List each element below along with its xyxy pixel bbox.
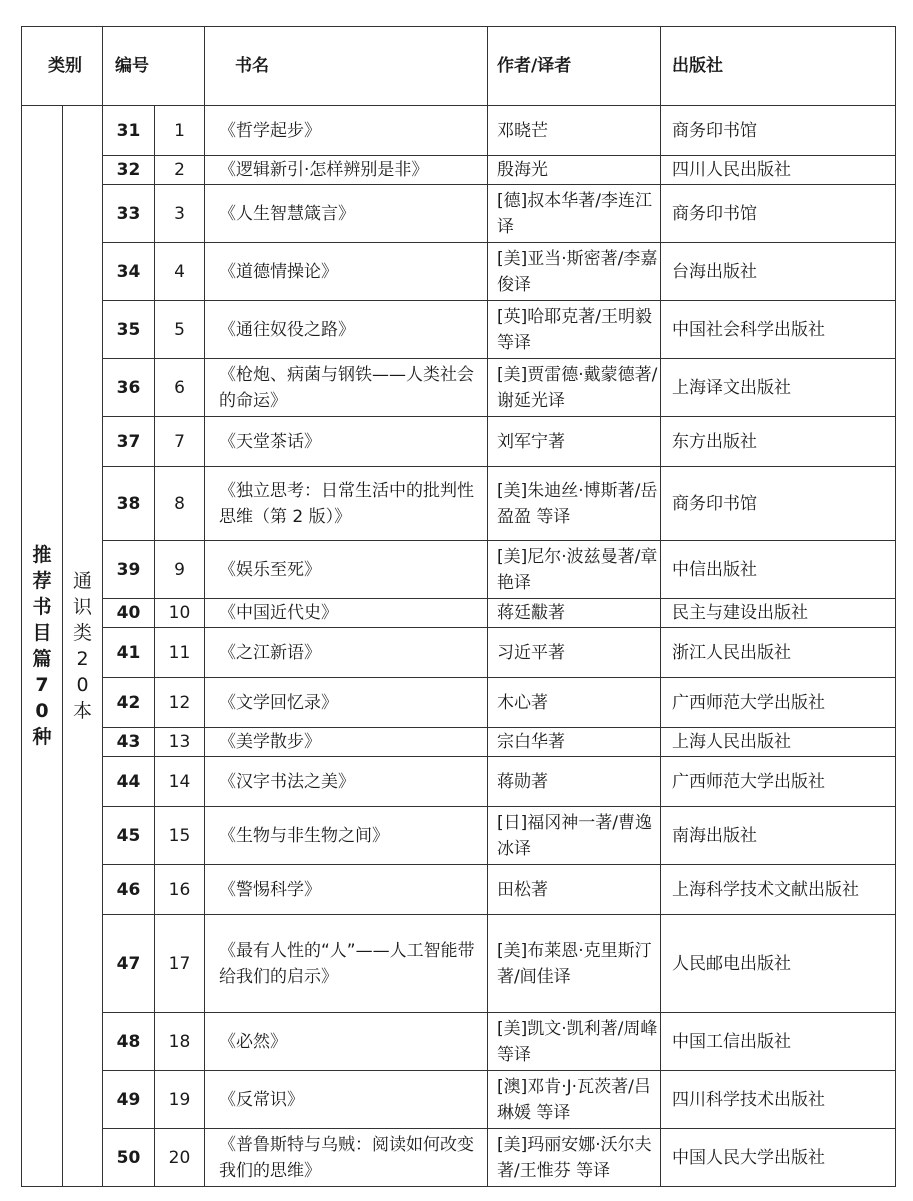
book-number: 36 xyxy=(103,359,155,417)
book-sub-number: 13 xyxy=(155,728,205,757)
book-author: 邓晓芒 xyxy=(488,106,661,156)
book-author: 蒋勋著 xyxy=(488,757,661,807)
header-number: 编号 xyxy=(103,27,205,106)
book-sub-number: 4 xyxy=(155,243,205,301)
book-sub-number: 14 xyxy=(155,757,205,807)
book-publisher: 浙江人民出版社 xyxy=(661,628,896,678)
header-row xyxy=(22,27,896,106)
book-author: [美]凯文·凯利著/周峰 等译 xyxy=(488,1013,661,1071)
book-number: 40 xyxy=(103,599,155,628)
table-row xyxy=(22,599,896,628)
book-sub-number: 7 xyxy=(155,417,205,467)
category-sub: 通识类20本 xyxy=(72,569,92,722)
book-number: 39 xyxy=(103,541,155,599)
book-number: 50 xyxy=(103,1129,155,1187)
table-row xyxy=(22,417,896,467)
book-title: 《通往奴役之路》 xyxy=(205,301,488,359)
book-sub-number: 3 xyxy=(155,185,205,243)
table-row xyxy=(22,807,896,865)
book-title: 《文学回忆录》 xyxy=(205,678,488,728)
table-row xyxy=(22,301,896,359)
book-sub-number: 2 xyxy=(155,156,205,185)
book-sub-number: 8 xyxy=(155,467,205,541)
book-author: [美]玛丽安娜·沃尔夫著/王惟芬 等译 xyxy=(488,1129,661,1187)
book-title: 《警惕科学》 xyxy=(205,865,488,915)
book-number: 31 xyxy=(103,106,155,156)
table-row xyxy=(22,1071,896,1129)
book-title: 《之江新语》 xyxy=(205,628,488,678)
book-sub-number: 1 xyxy=(155,106,205,156)
book-author: 宗白华著 xyxy=(488,728,661,757)
book-publisher: 民主与建设出版社 xyxy=(661,599,896,628)
book-author: 蒋廷黻著 xyxy=(488,599,661,628)
table-row xyxy=(22,1013,896,1071)
book-number: 47 xyxy=(103,915,155,1013)
book-title: 《道德情操论》 xyxy=(205,243,488,301)
table-body xyxy=(22,106,896,1187)
book-publisher: 广西师范大学出版社 xyxy=(661,757,896,807)
book-author: 木心著 xyxy=(488,678,661,728)
book-number: 38 xyxy=(103,467,155,541)
book-author: [美]朱迪丝·博斯著/岳盈盈 等译 xyxy=(488,467,661,541)
table-row xyxy=(22,156,896,185)
book-author: [德]叔本华著/李连江译 xyxy=(488,185,661,243)
book-number: 42 xyxy=(103,678,155,728)
book-title: 《独立思考：日常生活中的批判性思维（第 2 版）》 xyxy=(205,467,488,541)
book-number: 48 xyxy=(103,1013,155,1071)
book-title: 《中国近代史》 xyxy=(205,599,488,628)
book-sub-number: 6 xyxy=(155,359,205,417)
table-row xyxy=(22,915,896,1013)
book-sub-number: 18 xyxy=(155,1013,205,1071)
book-list-table xyxy=(21,26,896,1187)
book-publisher: 商务印书馆 xyxy=(661,106,896,156)
category-main-cell xyxy=(22,106,63,1187)
book-number: 43 xyxy=(103,728,155,757)
header-category: 类别 xyxy=(22,27,103,106)
book-title: 《逻辑新引·怎样辨别是非》 xyxy=(205,156,488,185)
book-author: [日]福冈神一著/曹逸冰译 xyxy=(488,807,661,865)
book-title: 《天堂茶话》 xyxy=(205,417,488,467)
book-title: 《人生智慧箴言》 xyxy=(205,185,488,243)
book-title: 《哲学起步》 xyxy=(205,106,488,156)
book-number: 33 xyxy=(103,185,155,243)
book-publisher: 东方出版社 xyxy=(661,417,896,467)
table-row xyxy=(22,728,896,757)
header-title: 书名 xyxy=(205,27,488,106)
book-number: 45 xyxy=(103,807,155,865)
book-author: [美]贾雷德·戴蒙德著/谢延光译 xyxy=(488,359,661,417)
book-publisher: 人民邮电出版社 xyxy=(661,915,896,1013)
book-publisher: 上海译文出版社 xyxy=(661,359,896,417)
book-title: 《最有人性的“人”——人工智能带给我们的启示》 xyxy=(205,915,488,1013)
book-author: 刘军宁著 xyxy=(488,417,661,467)
book-publisher: 中信出版社 xyxy=(661,541,896,599)
book-number: 41 xyxy=(103,628,155,678)
book-title: 《普鲁斯特与乌贼：阅读如何改变我们的思维》 xyxy=(205,1129,488,1187)
table-row xyxy=(22,1129,896,1187)
header-author: 作者/译者 xyxy=(488,27,661,106)
book-sub-number: 16 xyxy=(155,865,205,915)
book-publisher: 上海人民出版社 xyxy=(661,728,896,757)
book-publisher: 上海科学技术文献出版社 xyxy=(661,865,896,915)
book-number: 49 xyxy=(103,1071,155,1129)
book-author: [美]布莱恩·克里斯汀著/闾佳译 xyxy=(488,915,661,1013)
book-publisher: 中国人民大学出版社 xyxy=(661,1129,896,1187)
book-sub-number: 10 xyxy=(155,599,205,628)
table-row xyxy=(22,467,896,541)
book-publisher: 南海出版社 xyxy=(661,807,896,865)
book-number: 32 xyxy=(103,156,155,185)
table-row xyxy=(22,106,896,156)
book-author: [美]亚当·斯密著/李嘉俊译 xyxy=(488,243,661,301)
table-row xyxy=(22,541,896,599)
table-row xyxy=(22,628,896,678)
table-row xyxy=(22,757,896,807)
book-publisher: 四川科学技术出版社 xyxy=(661,1071,896,1129)
book-sub-number: 19 xyxy=(155,1071,205,1129)
book-title: 《娱乐至死》 xyxy=(205,541,488,599)
book-publisher: 中国工信出版社 xyxy=(661,1013,896,1071)
book-author: [英]哈耶克著/王明毅 等译 xyxy=(488,301,661,359)
book-number: 35 xyxy=(103,301,155,359)
book-title: 《生物与非生物之间》 xyxy=(205,807,488,865)
book-sub-number: 9 xyxy=(155,541,205,599)
book-number: 34 xyxy=(103,243,155,301)
book-title: 《枪炮、病菌与钢铁——人类社会的命运》 xyxy=(205,359,488,417)
book-author: 殷海光 xyxy=(488,156,661,185)
book-number: 46 xyxy=(103,865,155,915)
book-publisher: 中国社会科学出版社 xyxy=(661,301,896,359)
category-main: 推荐书目篇70种 xyxy=(32,543,52,748)
book-sub-number: 5 xyxy=(155,301,205,359)
book-publisher: 四川人民出版社 xyxy=(661,156,896,185)
table-row xyxy=(22,678,896,728)
book-sub-number: 15 xyxy=(155,807,205,865)
book-sub-number: 11 xyxy=(155,628,205,678)
book-publisher: 台海出版社 xyxy=(661,243,896,301)
book-author: [澳]邓肯·J·瓦茨著/吕琳媛 等译 xyxy=(488,1071,661,1129)
book-title: 《必然》 xyxy=(205,1013,488,1071)
book-publisher: 商务印书馆 xyxy=(661,467,896,541)
book-publisher: 商务印书馆 xyxy=(661,185,896,243)
book-title: 《美学散步》 xyxy=(205,728,488,757)
book-number: 44 xyxy=(103,757,155,807)
book-publisher: 广西师范大学出版社 xyxy=(661,678,896,728)
book-sub-number: 12 xyxy=(155,678,205,728)
book-author: [美]尼尔·波兹曼著/章艳译 xyxy=(488,541,661,599)
book-title: 《汉字书法之美》 xyxy=(205,757,488,807)
book-author: 习近平著 xyxy=(488,628,661,678)
book-sub-number: 17 xyxy=(155,915,205,1013)
book-sub-number: 20 xyxy=(155,1129,205,1187)
table-row xyxy=(22,359,896,417)
header-publisher: 出版社 xyxy=(661,27,896,106)
book-author: 田松著 xyxy=(488,865,661,915)
book-number: 37 xyxy=(103,417,155,467)
table-row xyxy=(22,243,896,301)
category-sub-cell xyxy=(63,106,103,1187)
table-row xyxy=(22,185,896,243)
book-title: 《反常识》 xyxy=(205,1071,488,1129)
table-row xyxy=(22,865,896,915)
